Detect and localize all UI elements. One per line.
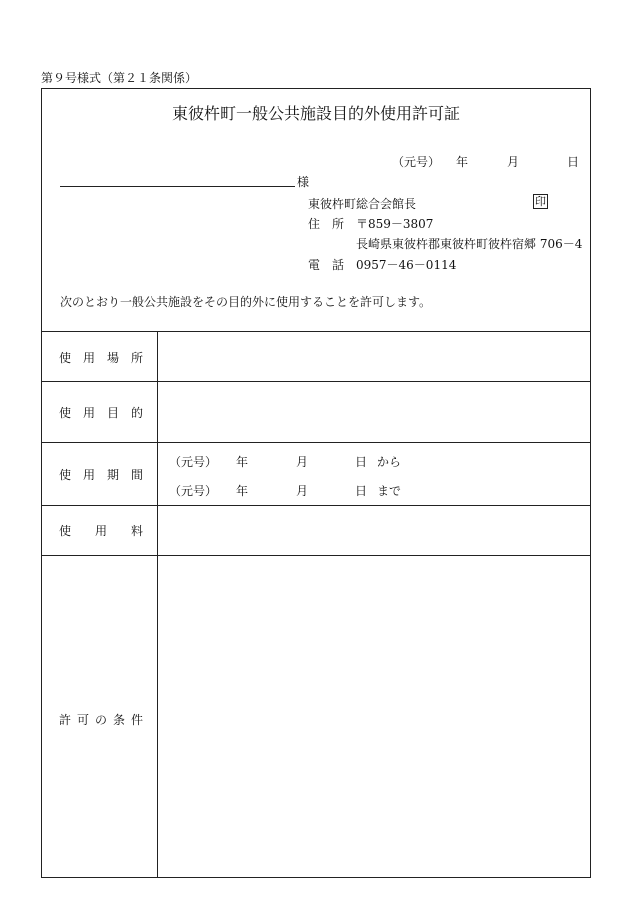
permit-form <box>41 88 591 878</box>
row-label-conditions: 許 可 の 条 件 <box>59 713 143 727</box>
conditions-field[interactable] <box>158 556 590 877</box>
date-era: （元号） <box>392 155 441 169</box>
fee-field[interactable] <box>158 506 590 555</box>
purpose-field[interactable] <box>158 382 590 442</box>
period-from-era: （元号） <box>169 455 218 469</box>
issuer-address: 長崎県東彼杵郡東彼杵町彼杵宿郷 706－4 <box>356 237 583 251</box>
phone-label: 電 話 <box>308 258 345 272</box>
permit-statement: 次のとおり一般公共施設をその目的外に使用することを許可します。 <box>60 295 432 309</box>
addressee-line[interactable] <box>60 186 295 187</box>
address-label: 住 所 <box>308 217 345 231</box>
issuer-name: 東彼杵町総合会館長 <box>308 197 417 211</box>
period-from-suffix: から <box>377 455 402 469</box>
date-month: 月 <box>507 155 520 169</box>
date-year: 年 <box>456 155 469 169</box>
row-label-place: 使 用 場 所 <box>59 351 143 365</box>
row-label-fee: 使 用 料 <box>59 524 143 538</box>
addressee-suffix: 様 <box>297 175 310 189</box>
row-divider <box>42 442 590 443</box>
row-label-period: 使 用 期 間 <box>59 468 143 482</box>
postal-code: 〒859－3807 <box>356 217 434 231</box>
form-number-label: 第９号様式（第２１条関係） <box>41 71 198 85</box>
date-day: 日 <box>567 155 580 169</box>
period-from-year: 年 <box>236 455 249 469</box>
phone-number: 0957－46－0114 <box>356 258 457 272</box>
seal-mark: 印 <box>535 195 546 208</box>
period-to-day: 日 <box>355 484 368 498</box>
period-to-era: （元号） <box>169 484 218 498</box>
place-field[interactable] <box>158 332 590 381</box>
period-to-suffix: まで <box>377 484 402 498</box>
period-to-month: 月 <box>296 484 309 498</box>
period-from-month: 月 <box>296 455 309 469</box>
period-from-day: 日 <box>355 455 368 469</box>
form-title: 東彼杵町一般公共施設目的外使用許可証 <box>171 104 460 123</box>
row-label-purpose: 使 用 目 的 <box>59 406 143 420</box>
period-to-year: 年 <box>236 484 249 498</box>
